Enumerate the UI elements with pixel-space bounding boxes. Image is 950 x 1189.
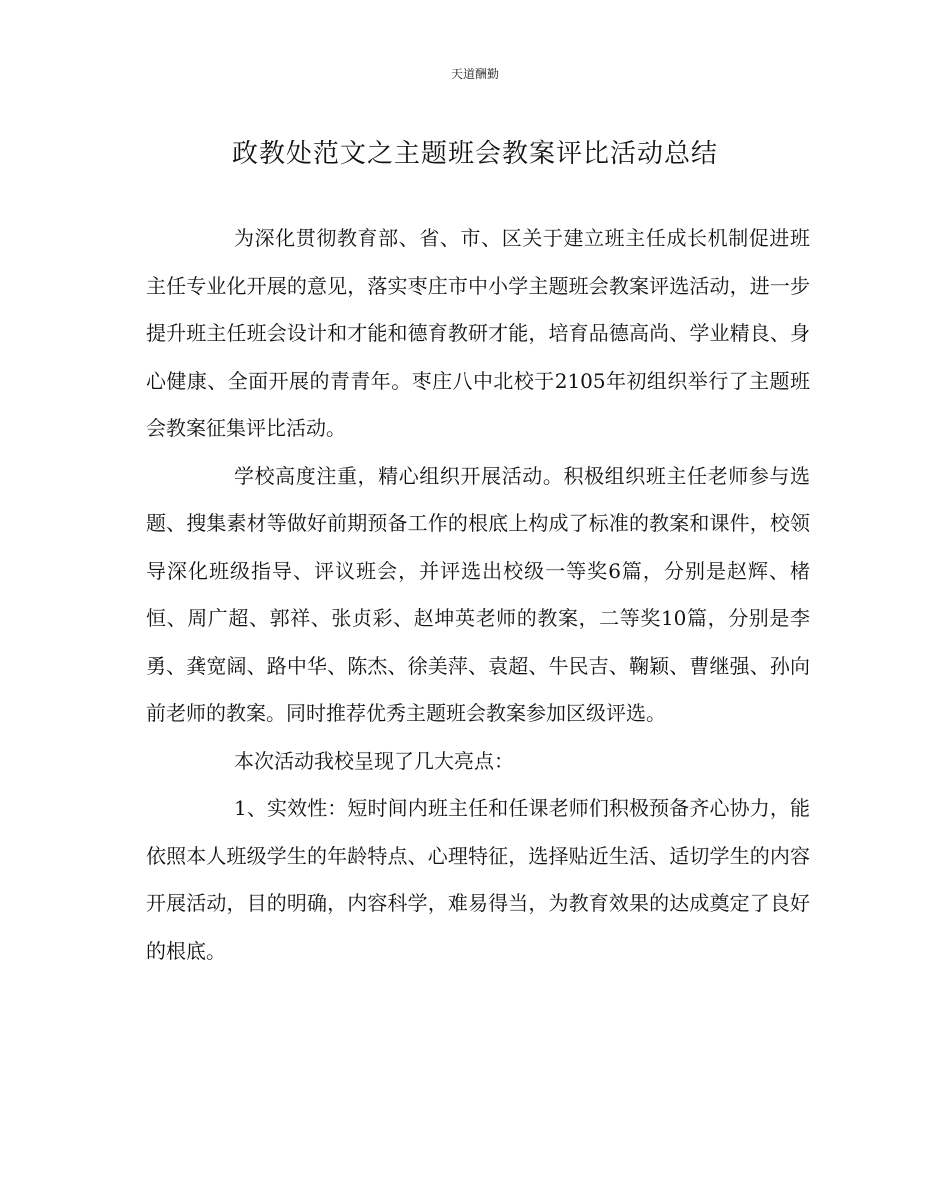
document-body <box>146 215 810 975</box>
paragraph-intro: 为深化贯彻教育部、省、市、区关于建立班主任成长机制促进班主任专业化开展的意见，落实枣庄市中小学主题班会教案评选活动，进一步提升班主任班会设计和才能和德育教研才能，培育品德高尚、学业精良、身心健康、全面开展的青青年。枣庄八中北校于2105年初组织举行了主题班会教案征集评比活动。 <box>146 226 810 440</box>
paragraph-highlight-1: 1、实效性：短时间内班主任和任课老师们积极预备齐心协力，能依照本人班级学生的年龄特点、心理特征，选择贴近生活、适切学生的内容开展活动，目的明确，内容科学，难易得当，为教育效果的达成奠定了良好的根底。 <box>146 796 810 963</box>
page-header: 天道酬勤 <box>450 67 499 81</box>
paragraph-highlights-intro: 本次活动我校呈现了几大亮点： <box>234 748 514 773</box>
paragraph-organization: 学校高度注重，精心组织开展活动。积极组织班主任老师参与选题、搜集素材等做好前期预备工作的根底上构成了标准的教案和课件，校领导深化班级指导、评议班会，并评选出校级一等奖6篇，分别是赵辉、楮恒、周广超、郭祥、张贞彩、赵坤英老师的教案，二等奖10篇，分别是李勇、龚宽阔、路中华、陈杰、徐美萍、袁超、牛民吉、鞠颖、曹继强、孙向前老师的教案。同时推荐优秀主题班会教案参加区级评选。 <box>146 463 810 725</box>
document-title: 政教处范文之主题班会教案评比活动总结 <box>231 139 718 169</box>
